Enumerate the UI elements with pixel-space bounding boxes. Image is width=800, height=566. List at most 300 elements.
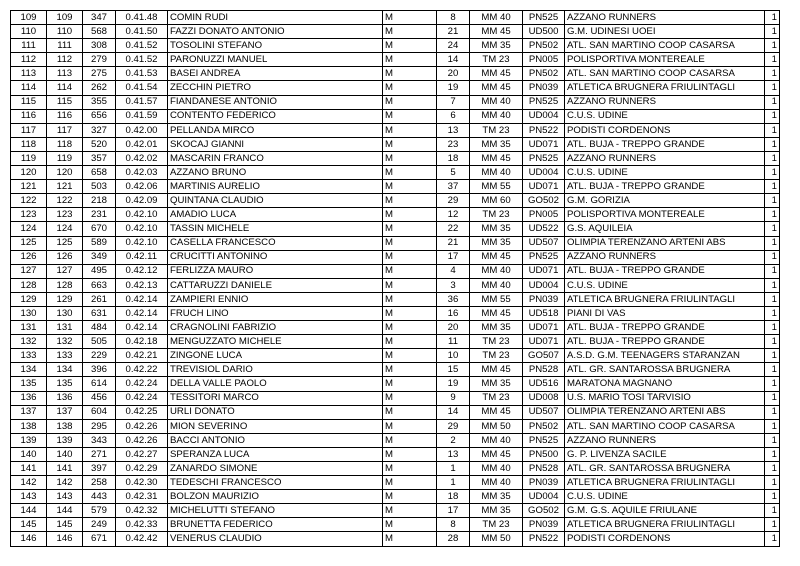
- athlete-name-cell: CRUCITTI ANTONINO: [168, 250, 383, 264]
- club-code-cell: UD516: [523, 377, 565, 391]
- time-cell: 0.42.02: [116, 151, 168, 165]
- position-cell: 120: [11, 166, 47, 180]
- count-cell: 1: [765, 462, 780, 476]
- bib-cell: 604: [83, 405, 116, 419]
- overall-rank-cell: 137: [47, 405, 83, 419]
- category-rank-cell: 36: [437, 292, 470, 306]
- position-cell: 122: [11, 194, 47, 208]
- position-cell: 126: [11, 250, 47, 264]
- time-cell: 0.41.50: [116, 25, 168, 39]
- athlete-name-cell: CRAGNOLINI FABRIZIO: [168, 321, 383, 335]
- club-name-cell: ATL. SAN MARTINO COOP CASARSA: [565, 419, 765, 433]
- category-cell: MM 35: [470, 39, 523, 53]
- sex-cell: M: [383, 95, 437, 109]
- category-cell: MM 45: [470, 363, 523, 377]
- bib-cell: 631: [83, 306, 116, 320]
- bib-cell: 443: [83, 490, 116, 504]
- category-rank-cell: 13: [437, 123, 470, 137]
- bib-cell: 568: [83, 25, 116, 39]
- club-code-cell: PN502: [523, 67, 565, 81]
- count-cell: 1: [765, 151, 780, 165]
- count-cell: 1: [765, 194, 780, 208]
- time-cell: 0.42.14: [116, 306, 168, 320]
- club-name-cell: AZZANO RUNNERS: [565, 95, 765, 109]
- count-cell: 1: [765, 292, 780, 306]
- count-cell: 1: [765, 504, 780, 518]
- club-name-cell: PIANI DI VAS: [565, 306, 765, 320]
- club-name-cell: ATL. BUJA - TREPPO GRANDE: [565, 335, 765, 349]
- club-code-cell: PN525: [523, 250, 565, 264]
- club-name-cell: ATL. GR. SANTAROSSA BRUGNERA: [565, 462, 765, 476]
- club-code-cell: PN005: [523, 53, 565, 67]
- sex-cell: M: [383, 518, 437, 532]
- club-name-cell: POLISPORTIVA MONTEREALE: [565, 53, 765, 67]
- overall-rank-cell: 127: [47, 264, 83, 278]
- time-cell: 0.42.10: [116, 208, 168, 222]
- category-rank-cell: 15: [437, 363, 470, 377]
- category-rank-cell: 6: [437, 109, 470, 123]
- table-row: [11, 208, 780, 222]
- athlete-name-cell: CATTARUZZI DANIELE: [168, 278, 383, 292]
- athlete-name-cell: BOLZON MAURIZIO: [168, 490, 383, 504]
- club-name-cell: PODISTI CORDENONS: [565, 123, 765, 137]
- club-code-cell: UD004: [523, 490, 565, 504]
- count-cell: 1: [765, 349, 780, 363]
- category-rank-cell: 22: [437, 222, 470, 236]
- club-code-cell: UD500: [523, 25, 565, 39]
- category-cell: MM 60: [470, 194, 523, 208]
- count-cell: 1: [765, 264, 780, 278]
- bib-cell: 218: [83, 194, 116, 208]
- bib-cell: 261: [83, 292, 116, 306]
- time-cell: 0.42.00: [116, 123, 168, 137]
- category-cell: MM 35: [470, 222, 523, 236]
- category-rank-cell: 20: [437, 321, 470, 335]
- category-cell: TM 23: [470, 208, 523, 222]
- time-cell: 0.42.11: [116, 250, 168, 264]
- athlete-name-cell: DELLA VALLE PAOLO: [168, 377, 383, 391]
- club-name-cell: MARATONA MAGNANO: [565, 377, 765, 391]
- count-cell: 1: [765, 222, 780, 236]
- club-name-cell: U.S. MARIO TOSI TARVISIO: [565, 391, 765, 405]
- table-row: [11, 377, 780, 391]
- athlete-name-cell: ZINGONE LUCA: [168, 349, 383, 363]
- count-cell: 1: [765, 363, 780, 377]
- overall-rank-cell: 143: [47, 490, 83, 504]
- club-code-cell: UD071: [523, 180, 565, 194]
- bib-cell: 495: [83, 264, 116, 278]
- athlete-name-cell: SPERANZA LUCA: [168, 447, 383, 461]
- position-cell: 141: [11, 462, 47, 476]
- club-code-cell: PN039: [523, 81, 565, 95]
- table-row: [11, 123, 780, 137]
- athlete-name-cell: TESSITORI MARCO: [168, 391, 383, 405]
- sex-cell: M: [383, 123, 437, 137]
- athlete-name-cell: VENERUS CLAUDIO: [168, 532, 383, 546]
- time-cell: 0.42.21: [116, 349, 168, 363]
- bib-cell: 670: [83, 222, 116, 236]
- count-cell: 1: [765, 208, 780, 222]
- overall-rank-cell: 122: [47, 194, 83, 208]
- table-row: [11, 25, 780, 39]
- bib-cell: 505: [83, 335, 116, 349]
- club-code-cell: PN502: [523, 39, 565, 53]
- club-name-cell: ATLETICA BRUGNERA FRIULINTAGLI: [565, 476, 765, 490]
- sex-cell: M: [383, 490, 437, 504]
- category-cell: MM 35: [470, 377, 523, 391]
- bib-cell: 658: [83, 166, 116, 180]
- time-cell: 0.42.31: [116, 490, 168, 504]
- category-rank-cell: 11: [437, 335, 470, 349]
- table-row: [11, 462, 780, 476]
- position-cell: 139: [11, 433, 47, 447]
- category-cell: TM 23: [470, 349, 523, 363]
- time-cell: 0.42.01: [116, 137, 168, 151]
- count-cell: 1: [765, 137, 780, 151]
- category-cell: MM 40: [470, 462, 523, 476]
- category-cell: MM 35: [470, 504, 523, 518]
- overall-rank-cell: 128: [47, 278, 83, 292]
- position-cell: 131: [11, 321, 47, 335]
- athlete-name-cell: COMIN RUDI: [168, 11, 383, 25]
- category-rank-cell: 2: [437, 433, 470, 447]
- position-cell: 145: [11, 518, 47, 532]
- bib-cell: 503: [83, 180, 116, 194]
- club-code-cell: UD507: [523, 236, 565, 250]
- overall-rank-cell: 130: [47, 306, 83, 320]
- time-cell: 0.41.54: [116, 81, 168, 95]
- time-cell: 0.42.26: [116, 433, 168, 447]
- category-rank-cell: 20: [437, 67, 470, 81]
- table-row: [11, 222, 780, 236]
- count-cell: 1: [765, 278, 780, 292]
- time-cell: 0.42.42: [116, 532, 168, 546]
- club-code-cell: PN005: [523, 208, 565, 222]
- overall-rank-cell: 112: [47, 53, 83, 67]
- overall-rank-cell: 124: [47, 222, 83, 236]
- sex-cell: M: [383, 306, 437, 320]
- overall-rank-cell: 136: [47, 391, 83, 405]
- time-cell: 0.42.33: [116, 518, 168, 532]
- club-name-cell: G.S. AQUILEIA: [565, 222, 765, 236]
- club-code-cell: PN039: [523, 292, 565, 306]
- position-cell: 111: [11, 39, 47, 53]
- athlete-name-cell: ZECCHIN PIETRO: [168, 81, 383, 95]
- overall-rank-cell: 144: [47, 504, 83, 518]
- overall-rank-cell: 132: [47, 335, 83, 349]
- club-name-cell: ATLETICA BRUGNERA FRIULINTAGLI: [565, 81, 765, 95]
- overall-rank-cell: 115: [47, 95, 83, 109]
- overall-rank-cell: 114: [47, 81, 83, 95]
- position-cell: 117: [11, 123, 47, 137]
- athlete-name-cell: CASELLA FRANCESCO: [168, 236, 383, 250]
- category-rank-cell: 8: [437, 11, 470, 25]
- category-cell: MM 35: [470, 137, 523, 151]
- count-cell: 1: [765, 166, 780, 180]
- position-cell: 137: [11, 405, 47, 419]
- table-row: [11, 109, 780, 123]
- club-name-cell: ATL. BUJA - TREPPO GRANDE: [565, 264, 765, 278]
- club-code-cell: PN522: [523, 123, 565, 137]
- count-cell: 1: [765, 53, 780, 67]
- overall-rank-cell: 142: [47, 476, 83, 490]
- club-code-cell: UD071: [523, 264, 565, 278]
- athlete-name-cell: TOSOLINI STEFANO: [168, 39, 383, 53]
- count-cell: 1: [765, 532, 780, 546]
- club-name-cell: G.M. UDINESI UOEI: [565, 25, 765, 39]
- table-row: [11, 67, 780, 81]
- category-rank-cell: 29: [437, 419, 470, 433]
- athlete-name-cell: TEDESCHI FRANCESCO: [168, 476, 383, 490]
- sex-cell: M: [383, 504, 437, 518]
- category-cell: MM 45: [470, 81, 523, 95]
- club-name-cell: ATLETICA BRUGNERA FRIULINTAGLI: [565, 292, 765, 306]
- club-code-cell: PN528: [523, 462, 565, 476]
- position-cell: 110: [11, 25, 47, 39]
- count-cell: 1: [765, 180, 780, 194]
- bib-cell: 349: [83, 250, 116, 264]
- athlete-name-cell: ZANARDO SIMONE: [168, 462, 383, 476]
- club-code-cell: PN522: [523, 532, 565, 546]
- category-cell: TM 23: [470, 391, 523, 405]
- club-code-cell: GO502: [523, 504, 565, 518]
- club-code-cell: PN502: [523, 419, 565, 433]
- category-rank-cell: 19: [437, 81, 470, 95]
- bib-cell: 397: [83, 462, 116, 476]
- club-name-cell: OLIMPIA TERENZANO ARTENI ABS: [565, 405, 765, 419]
- overall-rank-cell: 117: [47, 123, 83, 137]
- bib-cell: 671: [83, 532, 116, 546]
- sex-cell: M: [383, 335, 437, 349]
- position-cell: 133: [11, 349, 47, 363]
- athlete-name-cell: BASEI ANDREA: [168, 67, 383, 81]
- bib-cell: 614: [83, 377, 116, 391]
- overall-rank-cell: 139: [47, 433, 83, 447]
- club-name-cell: G.M. G.S. AQUILE FRIULANE: [565, 504, 765, 518]
- sex-cell: M: [383, 11, 437, 25]
- bib-cell: 357: [83, 151, 116, 165]
- sex-cell: M: [383, 349, 437, 363]
- count-cell: 1: [765, 25, 780, 39]
- count-cell: 1: [765, 518, 780, 532]
- club-name-cell: ATL. BUJA - TREPPO GRANDE: [565, 321, 765, 335]
- category-cell: MM 40: [470, 95, 523, 109]
- category-rank-cell: 5: [437, 166, 470, 180]
- position-cell: 129: [11, 292, 47, 306]
- position-cell: 121: [11, 180, 47, 194]
- position-cell: 109: [11, 11, 47, 25]
- club-code-cell: PN525: [523, 433, 565, 447]
- category-cell: MM 35: [470, 236, 523, 250]
- position-cell: 136: [11, 391, 47, 405]
- club-name-cell: OLIMPIA TERENZANO ARTENI ABS: [565, 236, 765, 250]
- bib-cell: 229: [83, 349, 116, 363]
- category-cell: MM 40: [470, 433, 523, 447]
- sex-cell: M: [383, 264, 437, 278]
- category-rank-cell: 21: [437, 25, 470, 39]
- sex-cell: M: [383, 67, 437, 81]
- sex-cell: M: [383, 25, 437, 39]
- bib-cell: 589: [83, 236, 116, 250]
- bib-cell: 347: [83, 11, 116, 25]
- category-rank-cell: 23: [437, 137, 470, 151]
- table-row: [11, 81, 780, 95]
- sex-cell: M: [383, 180, 437, 194]
- category-rank-cell: 4: [437, 264, 470, 278]
- category-cell: MM 45: [470, 67, 523, 81]
- count-cell: 1: [765, 391, 780, 405]
- bib-cell: 249: [83, 518, 116, 532]
- overall-rank-cell: 116: [47, 109, 83, 123]
- sex-cell: M: [383, 292, 437, 306]
- time-cell: 0.42.24: [116, 377, 168, 391]
- position-cell: 127: [11, 264, 47, 278]
- category-rank-cell: 21: [437, 236, 470, 250]
- count-cell: 1: [765, 476, 780, 490]
- club-name-cell: PODISTI CORDENONS: [565, 532, 765, 546]
- club-code-cell: UD004: [523, 166, 565, 180]
- category-rank-cell: 13: [437, 447, 470, 461]
- count-cell: 1: [765, 81, 780, 95]
- table-row: [11, 250, 780, 264]
- category-rank-cell: 17: [437, 504, 470, 518]
- sex-cell: M: [383, 532, 437, 546]
- time-cell: 0.42.32: [116, 504, 168, 518]
- time-cell: 0.42.09: [116, 194, 168, 208]
- category-rank-cell: 37: [437, 180, 470, 194]
- time-cell: 0.42.13: [116, 278, 168, 292]
- club-name-cell: C.U.S. UDINE: [565, 166, 765, 180]
- category-rank-cell: 16: [437, 306, 470, 320]
- category-cell: TM 23: [470, 335, 523, 349]
- overall-rank-cell: 146: [47, 532, 83, 546]
- results-table-body: [11, 11, 780, 547]
- sex-cell: M: [383, 236, 437, 250]
- club-code-cell: GO507: [523, 349, 565, 363]
- category-rank-cell: 12: [437, 208, 470, 222]
- overall-rank-cell: 111: [47, 39, 83, 53]
- time-cell: 0.42.06: [116, 180, 168, 194]
- club-code-cell: UD008: [523, 391, 565, 405]
- club-code-cell: PN500: [523, 447, 565, 461]
- time-cell: 0.42.14: [116, 292, 168, 306]
- category-rank-cell: 8: [437, 518, 470, 532]
- count-cell: 1: [765, 433, 780, 447]
- club-name-cell: C.U.S. UDINE: [565, 109, 765, 123]
- athlete-name-cell: TASSIN MICHELE: [168, 222, 383, 236]
- category-rank-cell: 10: [437, 349, 470, 363]
- count-cell: 1: [765, 405, 780, 419]
- athlete-name-cell: ZAMPIERI ENNIO: [168, 292, 383, 306]
- club-name-cell: ATLETICA BRUGNERA FRIULINTAGLI: [565, 518, 765, 532]
- club-code-cell: PN525: [523, 95, 565, 109]
- count-cell: 1: [765, 490, 780, 504]
- count-cell: 1: [765, 109, 780, 123]
- table-row: [11, 476, 780, 490]
- table-row: [11, 264, 780, 278]
- sex-cell: M: [383, 363, 437, 377]
- athlete-name-cell: TREVISIOL DARIO: [168, 363, 383, 377]
- time-cell: 0.42.25: [116, 405, 168, 419]
- time-cell: 0.41.57: [116, 95, 168, 109]
- bib-cell: 231: [83, 208, 116, 222]
- position-cell: 115: [11, 95, 47, 109]
- time-cell: 0.42.24: [116, 391, 168, 405]
- time-cell: 0.42.03: [116, 166, 168, 180]
- overall-rank-cell: 121: [47, 180, 83, 194]
- bib-cell: 258: [83, 476, 116, 490]
- category-rank-cell: 7: [437, 95, 470, 109]
- table-row: [11, 166, 780, 180]
- overall-rank-cell: 133: [47, 349, 83, 363]
- category-cell: MM 45: [470, 306, 523, 320]
- count-cell: 1: [765, 306, 780, 320]
- category-cell: MM 35: [470, 490, 523, 504]
- time-cell: 0.42.14: [116, 321, 168, 335]
- club-code-cell: UD518: [523, 306, 565, 320]
- time-cell: 0.42.10: [116, 222, 168, 236]
- time-cell: 0.42.29: [116, 462, 168, 476]
- category-rank-cell: 1: [437, 462, 470, 476]
- count-cell: 1: [765, 321, 780, 335]
- time-cell: 0.42.18: [116, 335, 168, 349]
- table-row: [11, 151, 780, 165]
- club-name-cell: C.U.S. UDINE: [565, 278, 765, 292]
- overall-rank-cell: 110: [47, 25, 83, 39]
- category-rank-cell: 14: [437, 405, 470, 419]
- bib-cell: 520: [83, 137, 116, 151]
- count-cell: 1: [765, 335, 780, 349]
- sex-cell: M: [383, 391, 437, 405]
- club-code-cell: UD071: [523, 335, 565, 349]
- table-row: [11, 490, 780, 504]
- category-rank-cell: 14: [437, 53, 470, 67]
- position-cell: 140: [11, 447, 47, 461]
- position-cell: 146: [11, 532, 47, 546]
- position-cell: 112: [11, 53, 47, 67]
- bib-cell: 295: [83, 419, 116, 433]
- table-row: [11, 405, 780, 419]
- club-name-cell: A.S.D. G.M. TEENAGERS STARANZAN: [565, 349, 765, 363]
- count-cell: 1: [765, 123, 780, 137]
- sex-cell: M: [383, 194, 437, 208]
- overall-rank-cell: 138: [47, 419, 83, 433]
- time-cell: 0.41.59: [116, 109, 168, 123]
- sex-cell: M: [383, 151, 437, 165]
- position-cell: 134: [11, 363, 47, 377]
- category-cell: MM 40: [470, 166, 523, 180]
- table-row: [11, 180, 780, 194]
- sex-cell: M: [383, 39, 437, 53]
- bib-cell: 656: [83, 109, 116, 123]
- position-cell: 143: [11, 490, 47, 504]
- athlete-name-cell: FERLIZZA MAURO: [168, 264, 383, 278]
- sex-cell: M: [383, 137, 437, 151]
- athlete-name-cell: MICHELUTTI STEFANO: [168, 504, 383, 518]
- table-row: [11, 95, 780, 109]
- bib-cell: 308: [83, 39, 116, 53]
- position-cell: 116: [11, 109, 47, 123]
- overall-rank-cell: 123: [47, 208, 83, 222]
- table-row: [11, 137, 780, 151]
- category-cell: MM 40: [470, 278, 523, 292]
- table-row: [11, 53, 780, 67]
- category-rank-cell: 29: [437, 194, 470, 208]
- bib-cell: 271: [83, 447, 116, 461]
- athlete-name-cell: AMADIO LUCA: [168, 208, 383, 222]
- category-rank-cell: 19: [437, 377, 470, 391]
- athlete-name-cell: MARTINIS AURELIO: [168, 180, 383, 194]
